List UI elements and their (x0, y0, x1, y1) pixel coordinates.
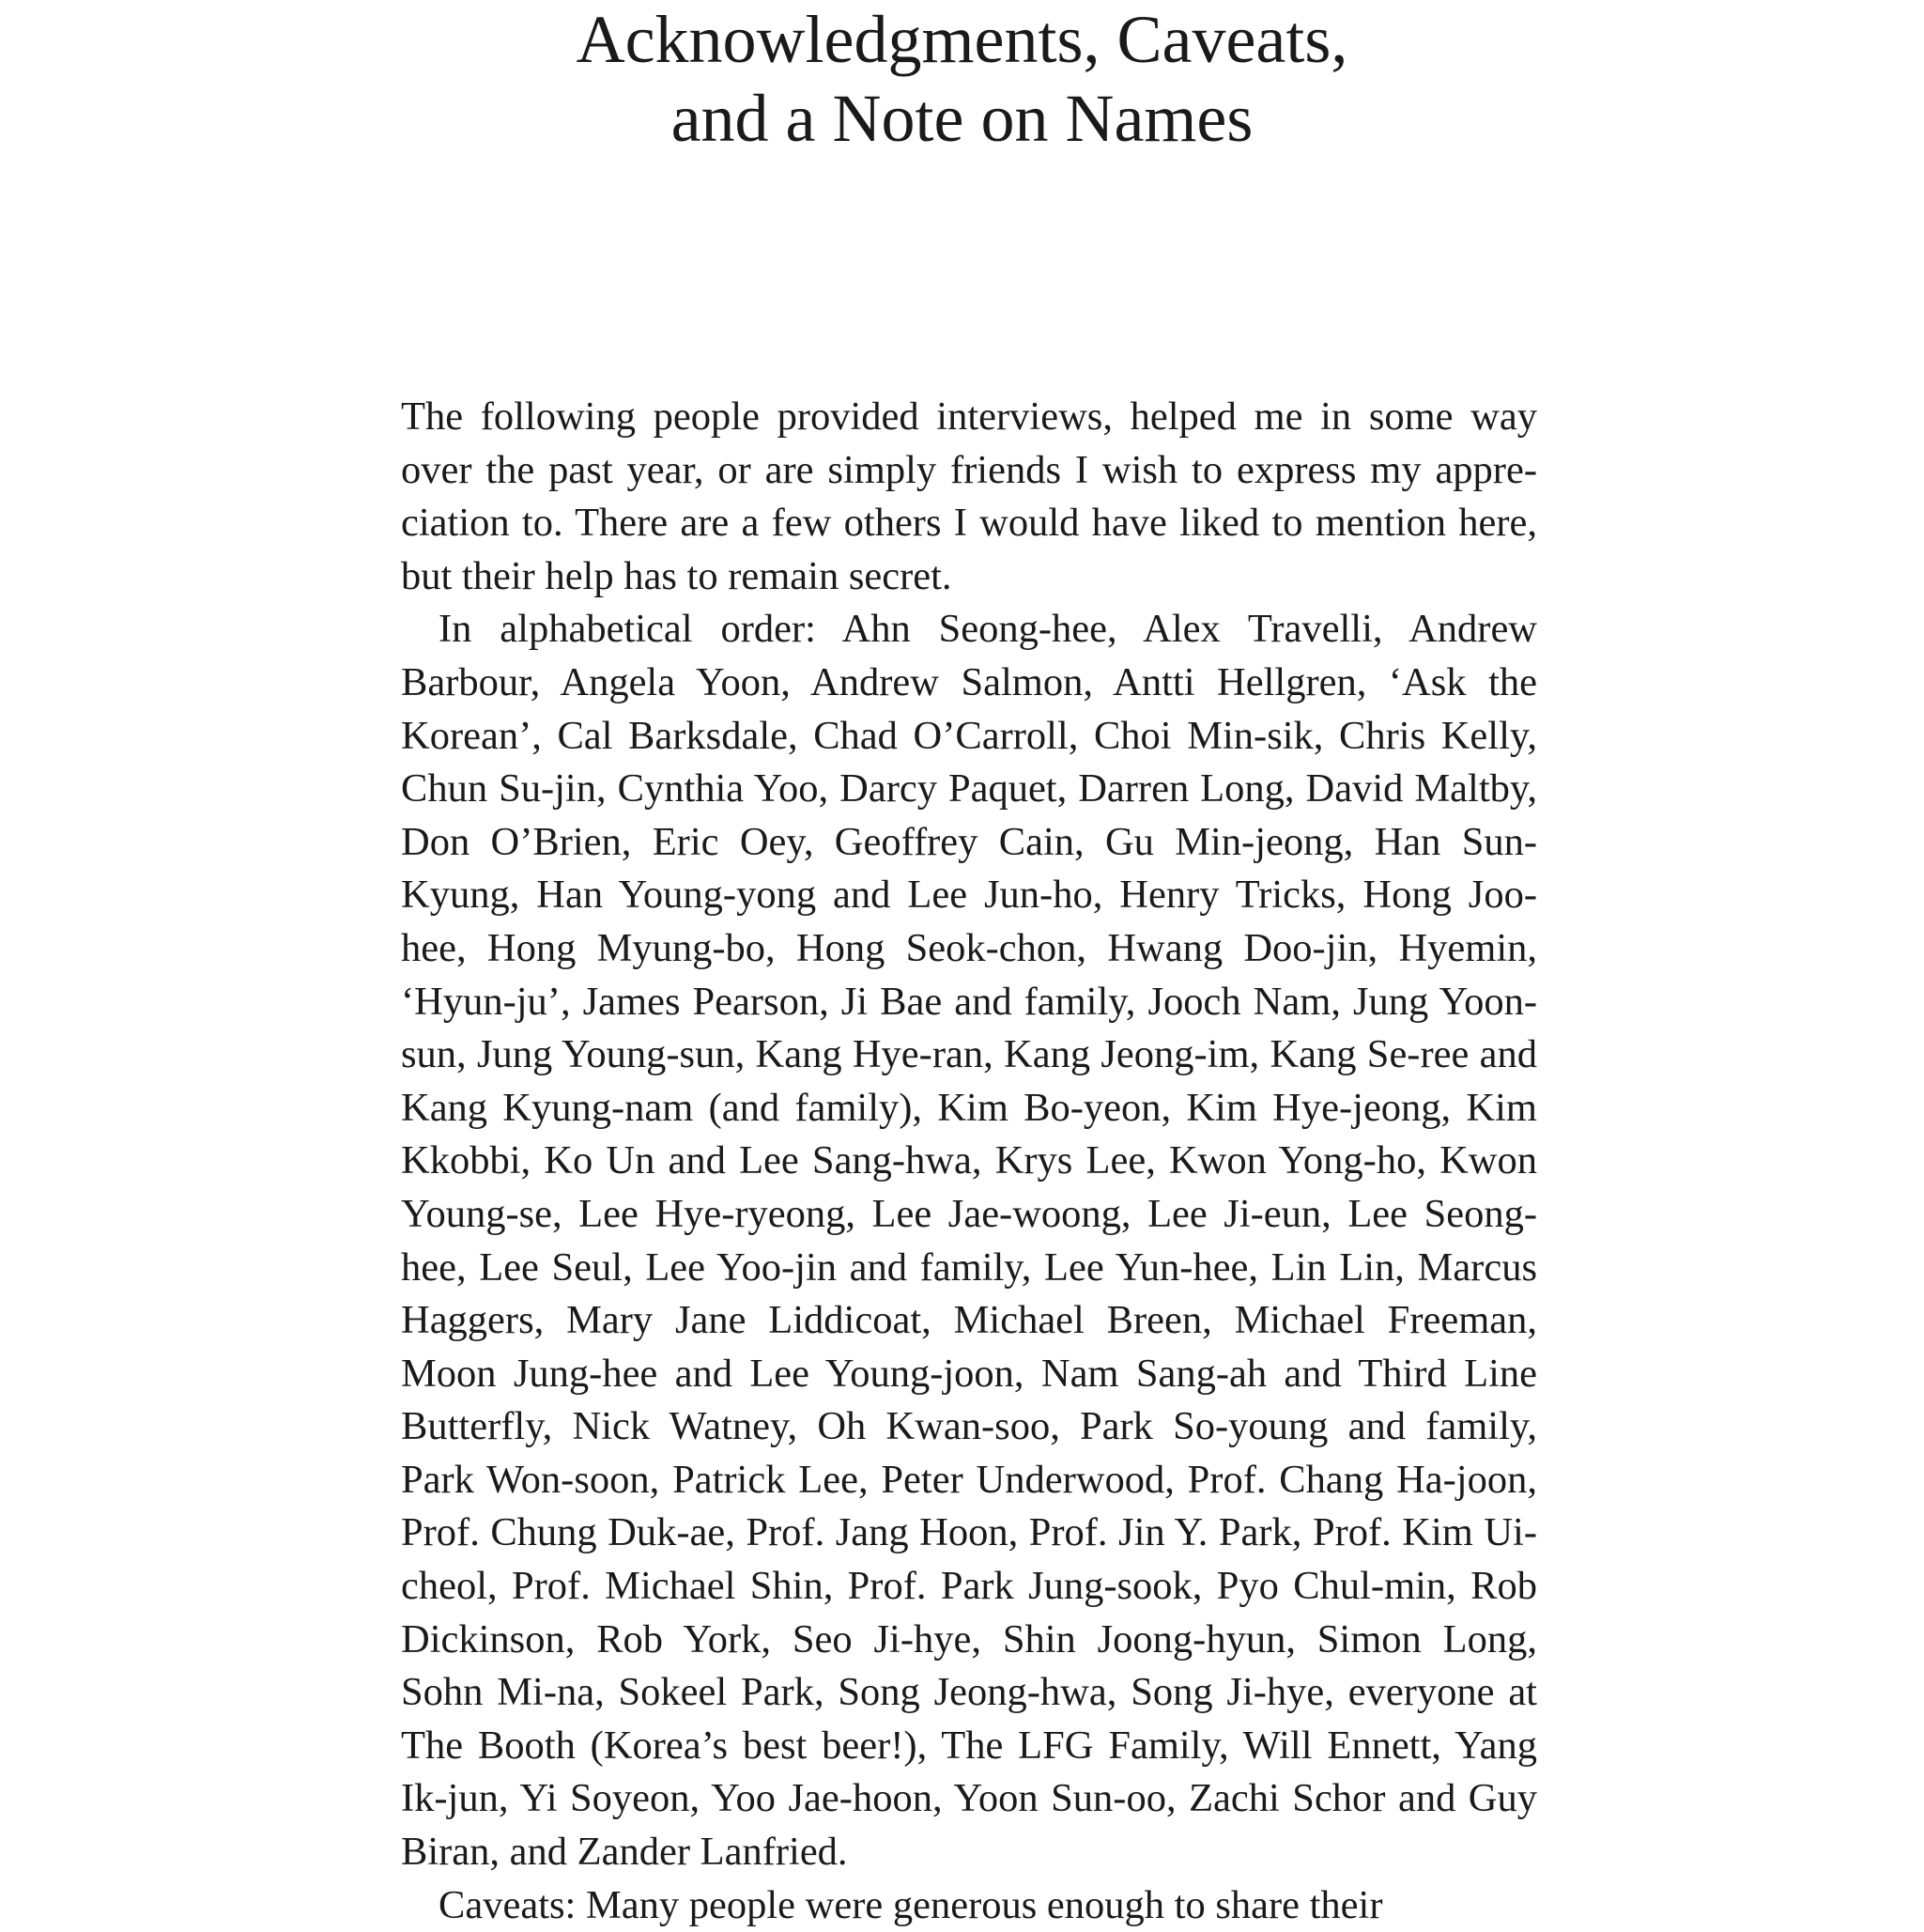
chapter-title-line-2: and a Note on Names (670, 81, 1254, 156)
paragraph-caveats: Caveats: Many people were generous enough to share their (439, 1882, 1383, 1927)
paragraph-name-list: In alphabetical order: Ahn Seong-hee, Alex Travelli, Andrew Barbour, Angela Yoon, Andrew Salmon, Antti Hellgren, ‘Ask the Korean’, Cal Barksdale, Chad O’Carroll, Choi Min-sik, Chris Kelly, Chun Su-jin, Cynthia Yoo, Darcy Paquet, Darren Long, David Maltby, Don O’Brien, Eric Oey, Geoffrey Cain, Gu Min-jeong, Han Sun-Kyung, Han Young-yong and Lee Jun-ho, Henry Tricks, Hong Joo-hee, Hong Myung-bo, Hong Seok-chon, Hwang Doo-jin, Hyemin, ‘Hyun-ju’, James Pearson, Ji Bae and family, Jooch Nam, Jung Yoon-sun, Jung Young-sun, Kang Hye-ran, Kang Jeong-im, Kang Se-ree and Kang Kyung-nam (and family), Kim Bo-yeon, Kim Hye-jeong, Kim Kkobbi, Ko Un and Lee Sang-hwa, Krys Lee, Kwon Yong-ho, Kwon Young-se, Lee Hye-ryeong, Lee Jae-woong, Lee Ji-eun, Lee Seong-hee, Lee Seul, Lee Yoo-jin and family, Lee Yun-hee, Lin Lin, Marcus Haggers, Mary Jane Liddicoat, Michael Breen, Michael Freeman, Moon Jung-hee and Lee Young-joon, Nam Sang-ah and Third Line Butterfly, Nick Watney, Oh Kwan-soo, Park So-young and family, Park Won-soon, Patrick Lee, Peter Underwood, Prof. Chang Ha-joon, Prof. Chung Duk-ae, Prof. Jang Hoon, Prof. Jin Y. Park, Prof. Kim Ui-cheol, Prof. Michael Shin, Prof. Park Jung-sook, Pyo Chul-min, Rob Dickinson, Rob York, Seo Ji-hye, Shin Joong-hyun, Simon Long, Sohn Mi-na, Sokeel Park, Song Jeong-hwa, Song Ji-hye, everyone at The Booth (Korea’s best beer!), The LFG Family, Will Ennett, Yang Ik-jun, Yi Soyeon, Yoo Jae-hoon, Yoon Sun-oo, Zachi Schor and Guy Biran, and Zander Lanfried. (401, 607, 1537, 1875)
chapter-title (0, 0, 1924, 158)
body-text (401, 391, 1537, 1932)
chapter-title-line-1: Acknowledgments, Caveats, (576, 2, 1348, 77)
paragraph-intro: The following people provided interviews, helped me in some way over the past year, or are simply friends I wish to express my appreciation to. There are a few others I would have liked to mention here, but their help has to remain secret. (401, 394, 1537, 598)
